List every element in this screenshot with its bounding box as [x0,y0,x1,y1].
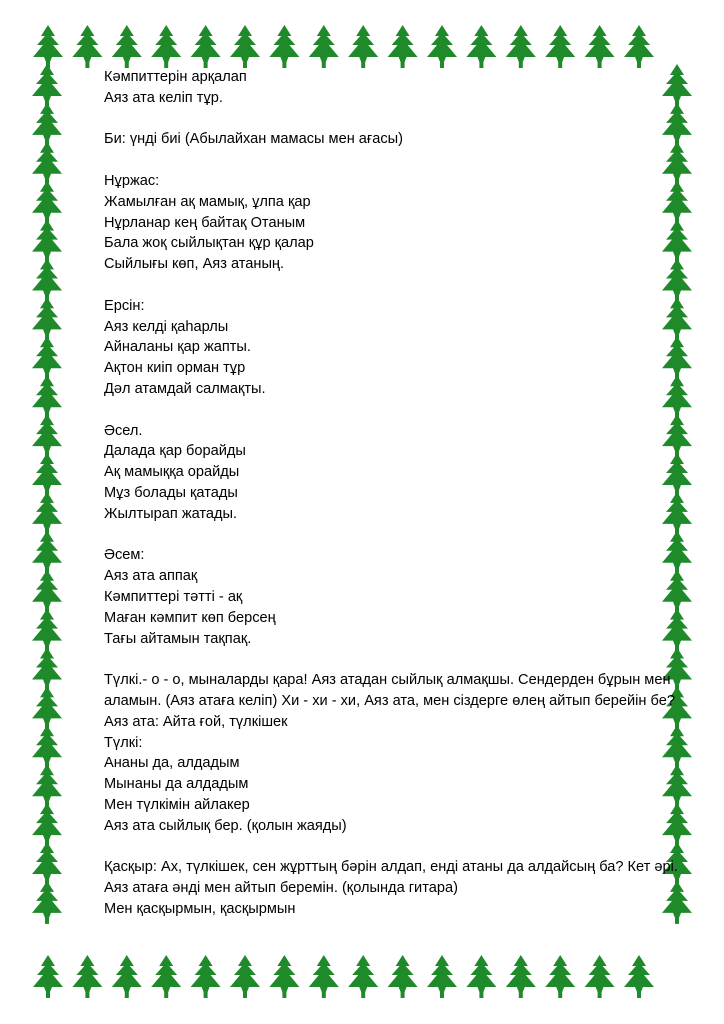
text-block [104,171,702,275]
fir-tree-icon [191,955,221,998]
text-line: Би: үнді биі (Абылайхан мамасы мен ағасы) [104,131,404,148]
fir-tree-icon [624,25,654,68]
text-line: Жылтырап жатады. [104,505,238,522]
fir-tree-icon [427,25,457,68]
fir-tree-icon [32,297,62,340]
text-line: Бала жоқ сыйлықтан құр қалар [104,235,314,252]
fir-tree-icon [151,955,181,998]
fir-tree-icon [32,686,62,729]
fir-tree-icon [230,955,260,998]
text-line: Мынаны да алдадым [104,776,249,793]
fir-tree-icon [348,25,378,68]
fir-tree-icon [230,25,260,68]
fir-tree-icon [32,259,62,302]
text-line: Ерсін: [104,297,145,314]
fir-tree-icon [32,842,62,885]
fir-tree-icon [269,25,299,68]
fir-tree-icon [32,648,62,691]
fir-tree-icon [191,25,221,68]
fir-tree-icon [545,25,575,68]
fir-tree-icon [585,955,615,998]
fir-tree-icon [32,570,62,613]
text-line: Маған кәмпит көп берсең [104,609,276,626]
fir-tree-icon [545,955,575,998]
fir-tree-icon [388,25,418,68]
fir-tree-icon [72,955,102,998]
fir-tree-icon [506,25,536,68]
fir-tree-icon [32,336,62,379]
text-line: Сыйлығы көп, Аяз атаның. [104,256,285,273]
fir-tree-icon [506,955,536,998]
text-line: Ананы да, алдадым [104,755,240,772]
fir-tree-icon [32,492,62,535]
text-line: Түлкі: [104,734,143,751]
fir-tree-icon [32,764,62,807]
text-line: Мұз болады қатады [104,484,238,501]
text-line: Аяз ата: Айта ғой, түлкішек [104,713,288,730]
fir-tree-icon [466,955,496,998]
text-block [104,670,702,836]
fir-tree-icon [72,25,102,68]
text-block [104,421,702,525]
fir-tree-icon [33,25,63,68]
fir-tree-icon [32,609,62,652]
fir-tree-icon [32,414,62,457]
fir-tree-icon [32,64,62,107]
fir-tree-icon [32,531,62,574]
text-line: Далада қар борайды [104,443,246,460]
fir-tree-icon [32,181,62,224]
text-line: Ақ мамыққа орайды [104,464,240,481]
text-block [104,67,702,109]
text-line: Әсем: [104,547,145,564]
text-line: Айналаны қар жапты. [104,339,251,356]
text-line: Аяз ата келіп тұр. [104,89,223,106]
fir-tree-icon [388,955,418,998]
text-block [104,296,702,400]
text-line: Нұржас: [104,172,160,189]
fir-tree-icon [151,25,181,68]
text-line: Нұрланар кең байтақ Отаным [104,214,306,231]
text-line: Дәл атамдай салмақты. [104,380,266,397]
fir-tree-icon [624,955,654,998]
text-line: Кәмпиттері тәтті - ақ [104,588,243,605]
text-line: Ақтон киіп орман тұр [104,360,246,377]
text-line: Жамылған ақ мамық, ұлпа қар [104,193,311,210]
fir-tree-icon [585,25,615,68]
text-line: Аяз келді қаһарлы [104,318,229,335]
fir-tree-icon [309,25,339,68]
text-block [104,545,702,649]
document-text [104,67,702,920]
text-block [104,129,702,150]
fir-tree-icon [309,955,339,998]
fir-tree-icon [32,375,62,418]
text-line: Мен қасқырмын, қасқырмын [104,900,296,917]
text-line: Аяз ата сыйлық бер. (қолын жаяды) [104,817,347,834]
text-block [104,857,702,919]
text-line: Түлкі.- о - о, мыналарды қара! Аяз атадан сыйлық алмақшы. Сендерден бұрын мен аламын. (Аяз атаға келіп) Хи - хи - хи, Аяз ата, мен сіздерге өлең айтып берейін бе? [104,672,675,709]
text-line: Әсел. [104,422,143,439]
fir-tree-icon [348,955,378,998]
text-line: Тағы айтамын тақпақ. [104,630,252,647]
fir-tree-icon [112,955,142,998]
text-line: Аяз ата аппақ [104,568,198,585]
fir-tree-icon [32,725,62,768]
fir-tree-icon [112,25,142,68]
fir-tree-icon [32,453,62,496]
fir-tree-icon [32,803,62,846]
fir-tree-icon [427,955,457,998]
fir-tree-icon [269,955,299,998]
fir-tree-icon [466,25,496,68]
fir-tree-icon [32,220,62,263]
text-line: Кәмпиттерін арқалап [104,69,247,85]
fir-tree-icon [32,103,62,146]
fir-tree-icon [33,955,63,998]
fir-tree-icon [32,142,62,185]
fir-tree-icon [32,881,62,924]
text-line: Мен түлкімін айлакер [104,796,250,813]
text-line: Қасқыр: Ах, түлкішек, сен жұрттың бәрін алдап, енді атаны да алдайсың ба? Кет әрі. Аяз атаға әнді мен айтып беремін. (қолында гитара) [104,859,678,897]
